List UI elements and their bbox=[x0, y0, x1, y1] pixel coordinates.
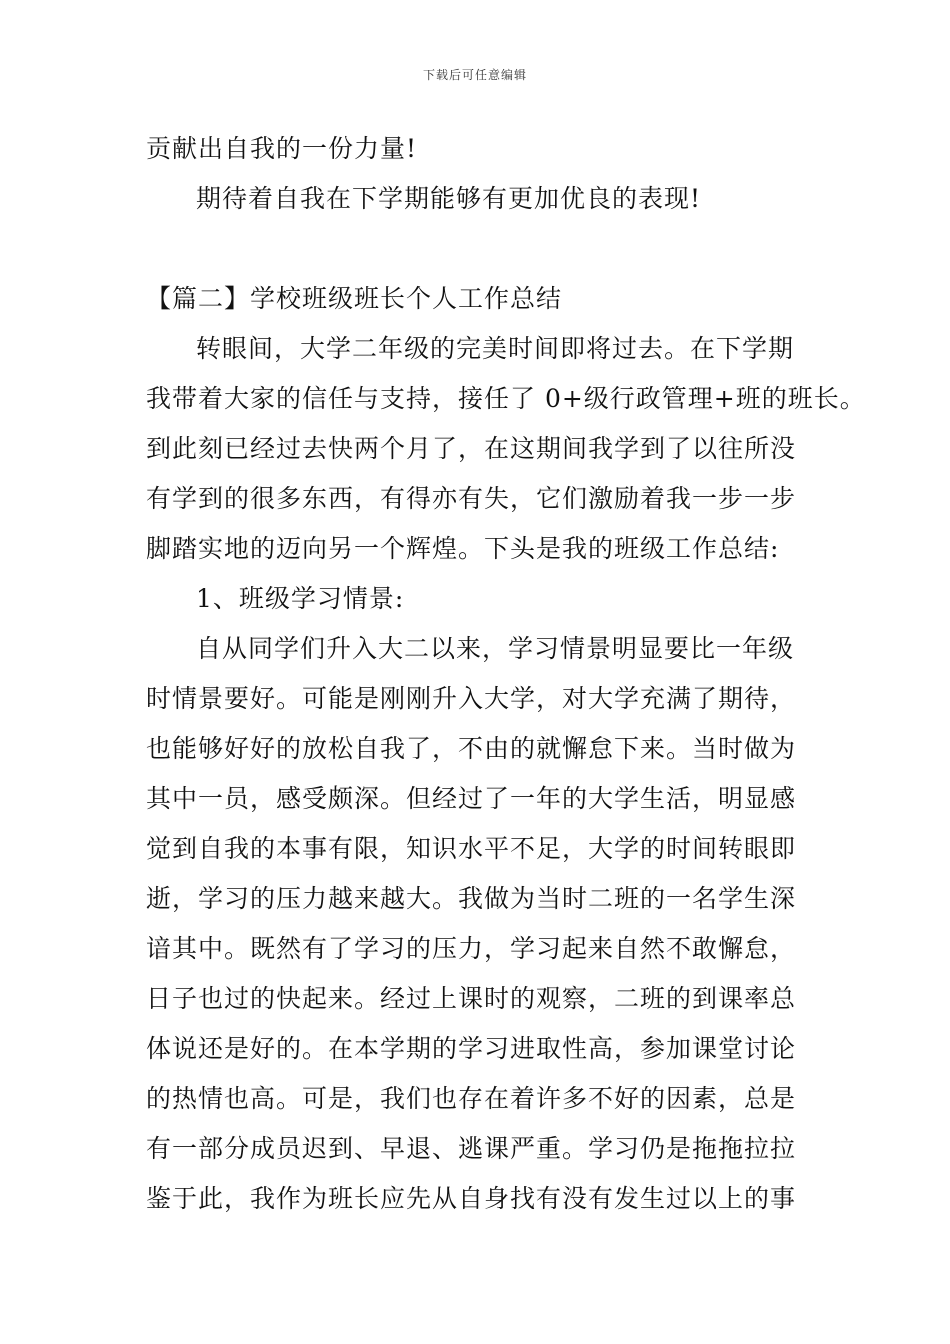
paragraph-line: 转眼间，大学二年级的完美时间即将过去。在下学期 bbox=[196, 334, 795, 363]
paragraph-line: 逝，学习的压力越来越大。我做为当时二班的一名学生深 bbox=[146, 884, 797, 913]
paragraph-line: 体说还是好的。在本学期的学习进取性高，参加课堂讨论 bbox=[146, 1034, 797, 1063]
paragraph-line: 也能够好好的放松自我了，不由的就懈怠下来。当时做为 bbox=[146, 734, 797, 763]
paragraph-line: 期待着自我在下学期能够有更加优良的表现! bbox=[196, 184, 702, 213]
page-header: 下载后可任意编辑 bbox=[422, 68, 527, 82]
paragraph-line: 鉴于此，我作为班长应先从自身找有没有发生过以上的事 bbox=[146, 1184, 797, 1213]
section-heading: 【篇二】学校班级班长个人工作总结 bbox=[146, 284, 563, 313]
paragraph-line: 到此刻已经过去快两个月了，在这期间我学到了以往所没 bbox=[146, 434, 797, 463]
paragraph-line: 贡献出自我的一份力量! bbox=[146, 134, 418, 163]
paragraph-line: 脚踏实地的迈向另一个辉煌。下头是我的班级工作总结: bbox=[146, 534, 780, 563]
paragraph-line: 时情景要好。可能是刚刚升入大学，对大学充满了期待， bbox=[146, 684, 797, 713]
paragraph-line: 的热情也高。可是，我们也存在着许多不好的因素，总是 bbox=[146, 1084, 797, 1113]
paragraph-line: 觉到自我的本事有限，知识水平不足，大学的时间转眼即 bbox=[146, 834, 797, 863]
paragraph-line: 谙其中。既然有了学习的压力，学习起来自然不敢懈怠， bbox=[146, 934, 797, 963]
paragraph-line: 自从同学们升入大二以来，学习情景明显要比一年级 bbox=[196, 634, 795, 663]
paragraph-line: 有一部分成员迟到、早退、逃课严重。学习仍是拖拖拉拉 bbox=[146, 1134, 797, 1163]
paragraph-line: 我带着大家的信任与支持，接任了 0+级行政管理+班的班长。 bbox=[146, 384, 866, 413]
paragraph-line: 有学到的很多东西，有得亦有失，它们激励着我一步一步 bbox=[146, 484, 797, 513]
paragraph-line: 日子也过的快起来。经过上课时的观察，二班的到课率总 bbox=[146, 984, 797, 1013]
subsection-heading: 1、班级学习情景: bbox=[196, 584, 405, 613]
paragraph-line: 其中一员，感受颇深。但经过了一年的大学生活，明显感 bbox=[146, 784, 797, 813]
